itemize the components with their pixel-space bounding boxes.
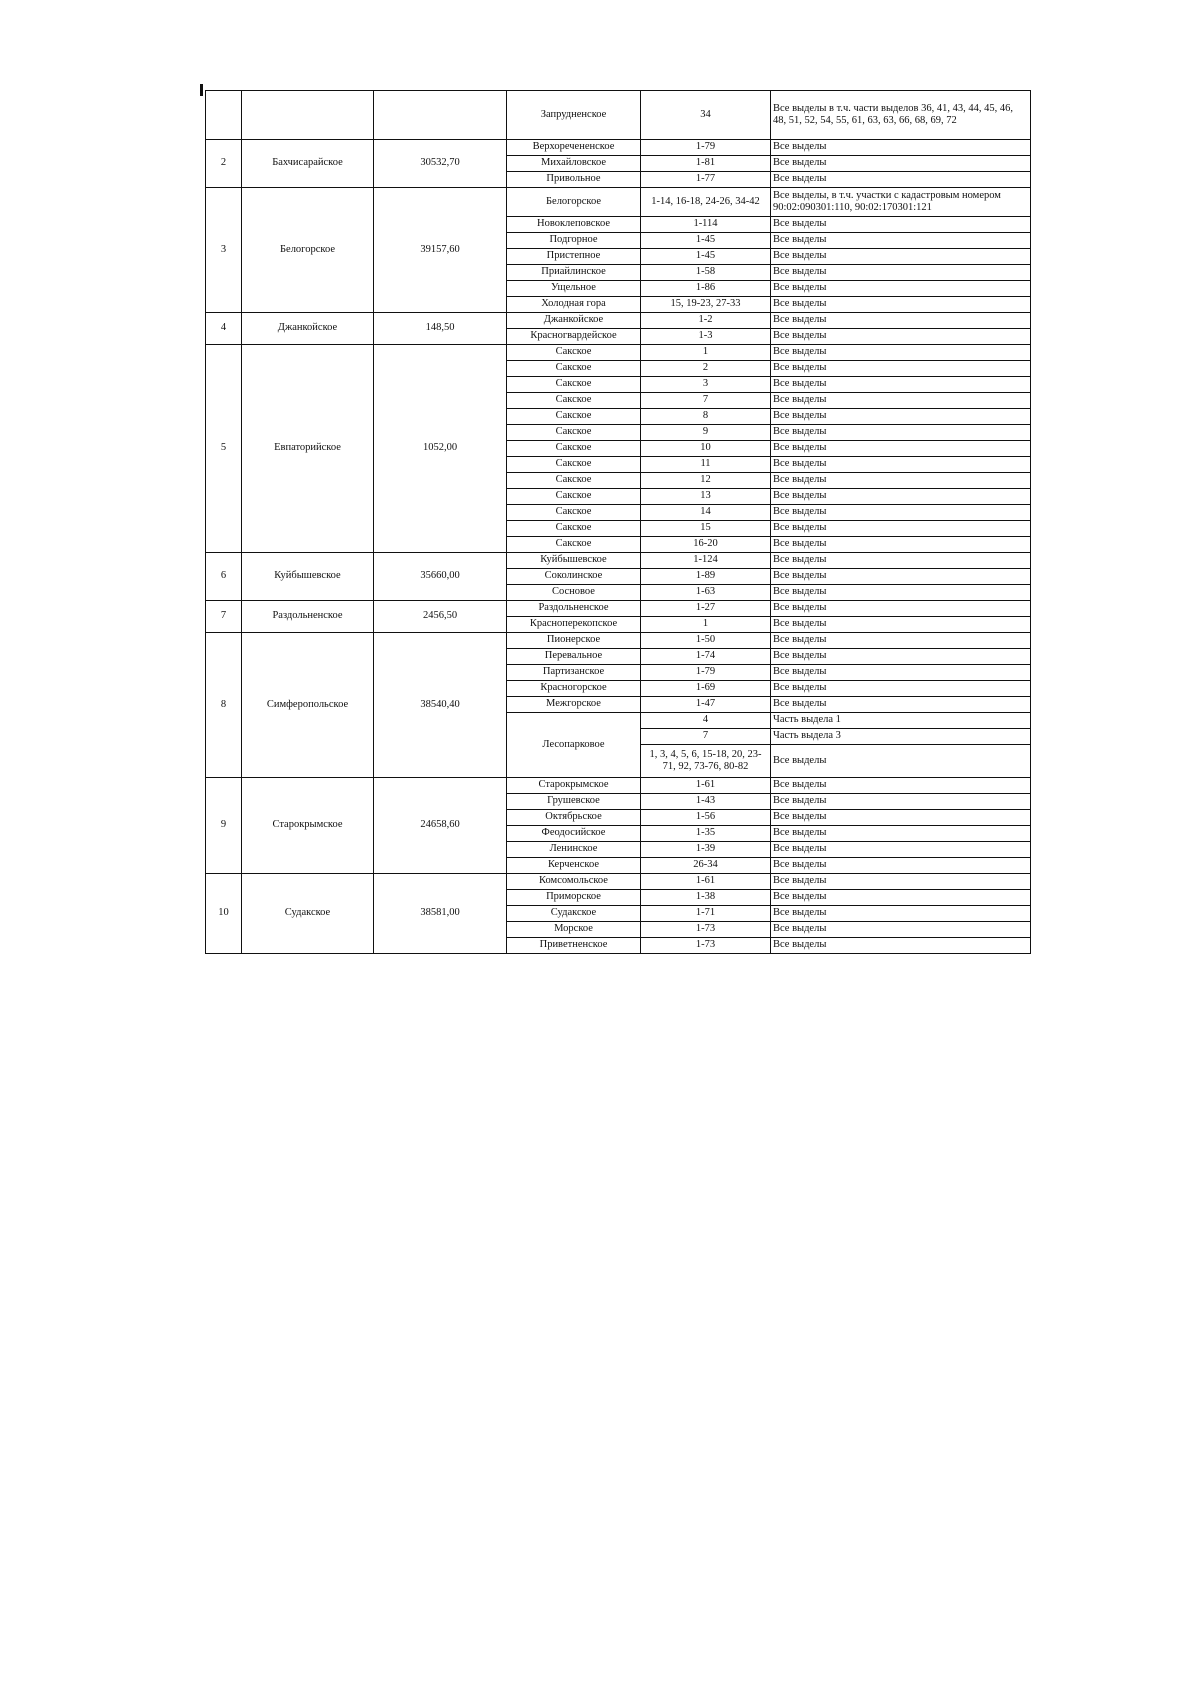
district-name: Евпаторийское: [242, 345, 374, 553]
kvartaly-cell: 12: [641, 473, 771, 489]
forestry-name: Сакское: [507, 521, 641, 537]
table-row: [206, 345, 1031, 361]
table-row: [206, 140, 1031, 156]
forestry-name: Приайлинское: [507, 265, 641, 281]
district-area: 39157,60: [374, 188, 507, 313]
forestry-name: Сосновое: [507, 585, 641, 601]
forestry-name: Сакское: [507, 457, 641, 473]
vydely-cell: Все выделы: [771, 938, 1031, 954]
forestry-name: Сакское: [507, 393, 641, 409]
kvartaly-cell: 1-61: [641, 874, 771, 890]
district-name: Джанкойское: [242, 313, 374, 345]
vydely-cell: Все выделы: [771, 233, 1031, 249]
kvartaly-cell: 1-58: [641, 265, 771, 281]
kvartaly-cell: 1-38: [641, 890, 771, 906]
forestry-name: Сакское: [507, 361, 641, 377]
district-area: 2456,50: [374, 601, 507, 633]
vydely-cell: Все выделы: [771, 617, 1031, 633]
vydely-cell: Все выделы: [771, 265, 1031, 281]
row-number: 6: [206, 553, 242, 601]
forestry-name: Сакское: [507, 377, 641, 393]
vydely-cell: Все выделы: [771, 794, 1031, 810]
table-row: [206, 553, 1031, 569]
row-number: 5: [206, 345, 242, 553]
kvartaly-cell: 1-3: [641, 329, 771, 345]
vydely-cell: Все выделы: [771, 297, 1031, 313]
vydely-cell: Все выделы: [771, 345, 1031, 361]
vydely-cell: Все выделы: [771, 409, 1031, 425]
vydely-cell: Все выделы: [771, 842, 1031, 858]
forestry-name: Раздольненское: [507, 601, 641, 617]
kvartaly-cell: 1-71: [641, 906, 771, 922]
kvartaly-cell: 1-89: [641, 569, 771, 585]
district-area: 30532,70: [374, 140, 507, 188]
kvartaly-cell: 11: [641, 457, 771, 473]
kvartaly-cell: 2: [641, 361, 771, 377]
vydely-cell: Все выделы: [771, 361, 1031, 377]
vydely-cell: Все выделы: [771, 521, 1031, 537]
forestry-name: Судакское: [507, 906, 641, 922]
kvartaly-cell: 1-35: [641, 826, 771, 842]
vydely-cell: Часть выдела 1: [771, 713, 1031, 729]
vydely-cell: Все выделы: [771, 585, 1031, 601]
kvartaly-cell: 1-27: [641, 601, 771, 617]
vydely-cell: Все выделы: [771, 489, 1031, 505]
kvartaly-cell: 1, 3, 4, 5, 6, 15-18, 20, 23-71, 92, 73-76, 80-82: [641, 745, 771, 778]
vydely-cell: Все выделы: [771, 172, 1031, 188]
forestry-name: Куйбышевское: [507, 553, 641, 569]
kvartaly-cell: 15, 19-23, 27-33: [641, 297, 771, 313]
district-name: Симферопольское: [242, 633, 374, 778]
kvartaly-cell: 1-73: [641, 938, 771, 954]
forestry-name: Ущельное: [507, 281, 641, 297]
vydely-cell: Все выделы: [771, 281, 1031, 297]
table-row: [206, 874, 1031, 890]
row-number: [206, 91, 242, 140]
table-row: [206, 601, 1031, 617]
kvartaly-cell: 1-81: [641, 156, 771, 172]
kvartaly-cell: 1-124: [641, 553, 771, 569]
forestry-name: Белогорское: [507, 188, 641, 217]
vydely-cell: Все выделы: [771, 393, 1031, 409]
forestry-name: Сакское: [507, 441, 641, 457]
table-row: [206, 91, 1031, 140]
vydely-cell: Все выделы: [771, 553, 1031, 569]
row-number: 10: [206, 874, 242, 954]
district-name: [242, 91, 374, 140]
kvartaly-cell: 8: [641, 409, 771, 425]
kvartaly-cell: 4: [641, 713, 771, 729]
row-number: 2: [206, 140, 242, 188]
forestry-name: Феодосийское: [507, 826, 641, 842]
vydely-cell: Все выделы: [771, 441, 1031, 457]
forestry-name: Сакское: [507, 473, 641, 489]
kvartaly-cell: 1-86: [641, 281, 771, 297]
district-name: Куйбышевское: [242, 553, 374, 601]
forestry-name: Новоклеповское: [507, 217, 641, 233]
scan-mark: [200, 84, 203, 96]
forestry-name: Приморское: [507, 890, 641, 906]
forestry-name: Михайловское: [507, 156, 641, 172]
vydely-cell: Все выделы, в т.ч. участки с кадастровым номером 90:02:090301:110, 90:02:170301:121: [771, 188, 1031, 217]
forestry-name: Подгорное: [507, 233, 641, 249]
vydely-cell: Все выделы: [771, 601, 1031, 617]
kvartaly-cell: 14: [641, 505, 771, 521]
district-name: Судакское: [242, 874, 374, 954]
kvartaly-cell: 9: [641, 425, 771, 441]
forestry-name: Сакское: [507, 489, 641, 505]
vydely-cell: Все выделы: [771, 156, 1031, 172]
vydely-cell: Все выделы: [771, 537, 1031, 553]
forestry-name: Приветненское: [507, 938, 641, 954]
vydely-cell: Все выделы: [771, 906, 1031, 922]
kvartaly-cell: 1-43: [641, 794, 771, 810]
kvartaly-cell: 1-74: [641, 649, 771, 665]
table-row: [206, 633, 1031, 649]
kvartaly-cell: 7: [641, 729, 771, 745]
row-number: 8: [206, 633, 242, 778]
vydely-cell: Все выделы: [771, 505, 1031, 521]
forestry-name: Пионерское: [507, 633, 641, 649]
forestry-name: Соколинское: [507, 569, 641, 585]
row-number: 3: [206, 188, 242, 313]
vydely-cell: Все выделы: [771, 473, 1031, 489]
forestry-name: Сакское: [507, 505, 641, 521]
kvartaly-cell: 3: [641, 377, 771, 393]
kvartaly-cell: 26-34: [641, 858, 771, 874]
district-area: 38540,40: [374, 633, 507, 778]
row-number: 7: [206, 601, 242, 633]
kvartaly-cell: 1-39: [641, 842, 771, 858]
forestry-name: Красногорское: [507, 681, 641, 697]
forestry-name: Морское: [507, 922, 641, 938]
kvartaly-cell: 1: [641, 617, 771, 633]
district-area: 24658,60: [374, 778, 507, 874]
forestry-name: Красногвардейское: [507, 329, 641, 345]
district-area: 1052,00: [374, 345, 507, 553]
kvartaly-cell: 16-20: [641, 537, 771, 553]
kvartaly-cell: 1-69: [641, 681, 771, 697]
forestry-name: Привольное: [507, 172, 641, 188]
forestry-name: Сакское: [507, 409, 641, 425]
vydely-cell: Все выделы: [771, 874, 1031, 890]
vydely-cell: Все выделы: [771, 569, 1031, 585]
kvartaly-cell: 1-45: [641, 233, 771, 249]
kvartaly-cell: 1-79: [641, 665, 771, 681]
district-area: 38581,00: [374, 874, 507, 954]
district-name: Бахчисарайское: [242, 140, 374, 188]
forestry-name: Перевальное: [507, 649, 641, 665]
forestry-table: [205, 90, 1031, 954]
forestry-name: Красноперекопское: [507, 617, 641, 633]
forestry-name: Грушевское: [507, 794, 641, 810]
kvartaly-cell: 1-56: [641, 810, 771, 826]
forestry-name: Пристепное: [507, 249, 641, 265]
vydely-cell: Все выделы: [771, 745, 1031, 778]
vydely-cell: Все выделы: [771, 457, 1031, 473]
kvartaly-cell: 1-2: [641, 313, 771, 329]
kvartaly-cell: 1-45: [641, 249, 771, 265]
vydely-cell: Часть выдела 3: [771, 729, 1031, 745]
forestry-name: Октябрьское: [507, 810, 641, 826]
forestry-name: Лесопарковое: [507, 713, 641, 778]
forestry-name: Джанкойское: [507, 313, 641, 329]
kvartaly-cell: 1-61: [641, 778, 771, 794]
vydely-cell: Все выделы: [771, 633, 1031, 649]
table-row: [206, 778, 1031, 794]
forestry-name: Сакское: [507, 537, 641, 553]
forestry-name: Сакское: [507, 345, 641, 361]
forestry-name: Комсомольское: [507, 874, 641, 890]
vydely-cell: Все выделы: [771, 922, 1031, 938]
vydely-cell: Все выделы: [771, 810, 1031, 826]
kvartaly-cell: 1-14, 16-18, 24-26, 34-42: [641, 188, 771, 217]
vydely-cell: Все выделы: [771, 778, 1031, 794]
kvartaly-cell: 1-63: [641, 585, 771, 601]
kvartaly-cell: 34: [641, 91, 771, 140]
kvartaly-cell: 1-47: [641, 697, 771, 713]
kvartaly-cell: 1-73: [641, 922, 771, 938]
vydely-cell: Все выделы: [771, 697, 1031, 713]
vydely-cell: Все выделы: [771, 329, 1031, 345]
kvartaly-cell: 7: [641, 393, 771, 409]
kvartaly-cell: 1-114: [641, 217, 771, 233]
vydely-cell: Все выделы: [771, 313, 1031, 329]
kvartaly-cell: 13: [641, 489, 771, 505]
forestry-name: Керченское: [507, 858, 641, 874]
district-area: [374, 91, 507, 140]
vydely-cell: Все выделы: [771, 665, 1031, 681]
vydely-cell: Все выделы: [771, 858, 1031, 874]
row-number: 4: [206, 313, 242, 345]
forestry-name: Верхоречененское: [507, 140, 641, 156]
vydely-cell: Все выделы в т.ч. части выделов 36, 41, 43, 44, 45, 46, 48, 51, 52, 54, 55, 61, 63, 63, 66, 68, 69, 72: [771, 91, 1031, 140]
table-row: [206, 188, 1031, 217]
row-number: 9: [206, 778, 242, 874]
forestry-name: Холодная гора: [507, 297, 641, 313]
forestry-name: Запрудненское: [507, 91, 641, 140]
kvartaly-cell: 15: [641, 521, 771, 537]
vydely-cell: Все выделы: [771, 681, 1031, 697]
district-name: Старокрымское: [242, 778, 374, 874]
kvartaly-cell: 10: [641, 441, 771, 457]
forestry-name: Партизанское: [507, 665, 641, 681]
vydely-cell: Все выделы: [771, 249, 1031, 265]
forestry-name: Ленинское: [507, 842, 641, 858]
district-name: Белогорское: [242, 188, 374, 313]
district-area: 35660,00: [374, 553, 507, 601]
kvartaly-cell: 1-79: [641, 140, 771, 156]
district-area: 148,50: [374, 313, 507, 345]
kvartaly-cell: 1: [641, 345, 771, 361]
kvartaly-cell: 1-50: [641, 633, 771, 649]
district-name: Раздольненское: [242, 601, 374, 633]
vydely-cell: Все выделы: [771, 425, 1031, 441]
vydely-cell: Все выделы: [771, 377, 1031, 393]
table-row: [206, 313, 1031, 329]
kvartaly-cell: 1-77: [641, 172, 771, 188]
vydely-cell: Все выделы: [771, 826, 1031, 842]
forestry-name: Старокрымское: [507, 778, 641, 794]
forestry-name: Межгорское: [507, 697, 641, 713]
vydely-cell: Все выделы: [771, 217, 1031, 233]
vydely-cell: Все выделы: [771, 649, 1031, 665]
forestry-name: Сакское: [507, 425, 641, 441]
vydely-cell: Все выделы: [771, 140, 1031, 156]
vydely-cell: Все выделы: [771, 890, 1031, 906]
